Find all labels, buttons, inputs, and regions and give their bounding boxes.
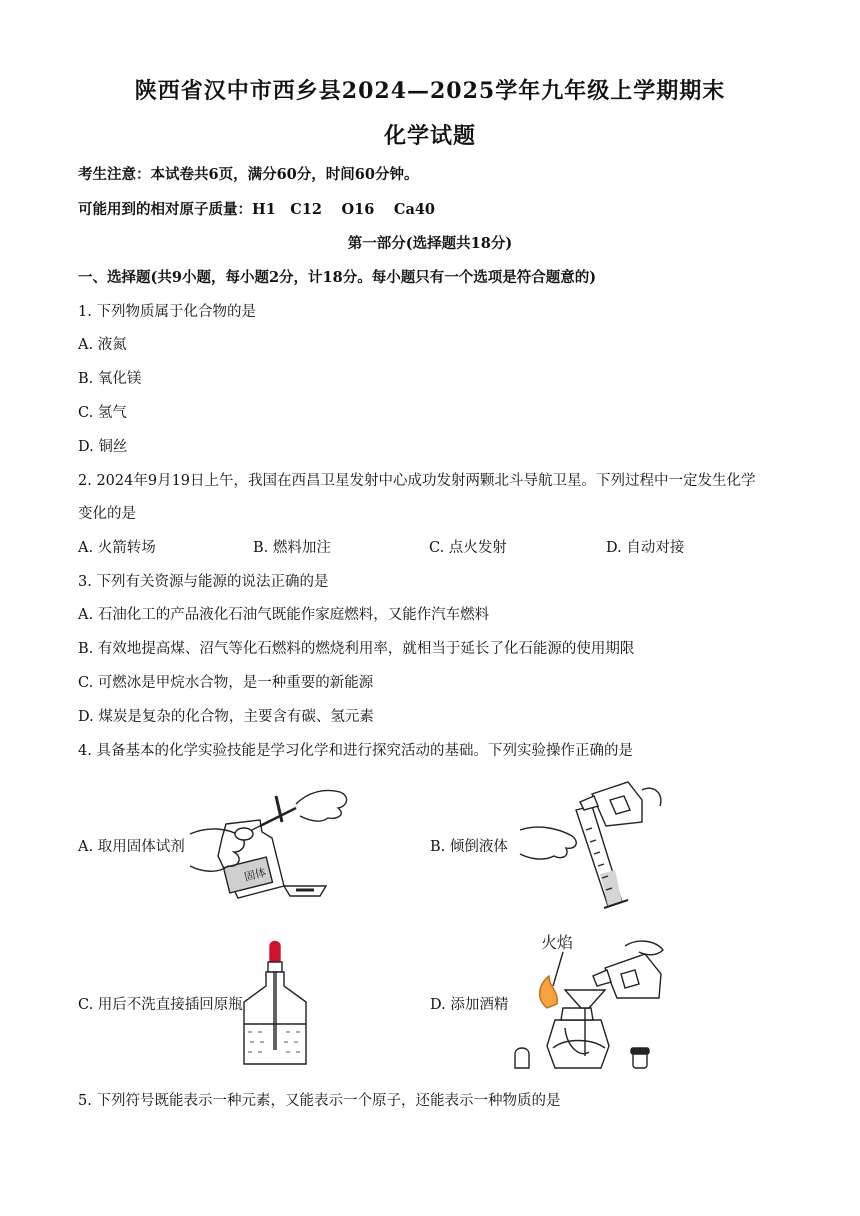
figure-d-adding-alcohol: [505, 928, 680, 1076]
exam-subtitle: 化学试题: [383, 123, 476, 149]
q1-option-c: C. 氢气: [78, 405, 127, 421]
q1-option-b: B. 氧化镁: [78, 371, 142, 387]
figure-a-bottle-label: 固体: [242, 865, 268, 884]
part-title: 第一部分(选择题共18分): [347, 235, 513, 252]
q2-option-d: D. 自动对接: [606, 540, 685, 556]
atomic-mass-text: 可能用到的相对原子质量：H1 C12 O16 Ca40: [78, 201, 436, 218]
q2-stem-line1: 2. 2024年9月19日上午，我国在西昌卫星发射中心成功发射两颗北斗导航卫星。下列过程中一定发生化学: [78, 473, 756, 489]
q2-option-b: B. 燃料加注: [253, 540, 331, 556]
notice-text: 考生注意：本试卷共6页，满分60分，时间60分钟。: [78, 166, 419, 183]
q4-stem: 4. 具备基本的化学实验技能是学习化学和进行探究活动的基础。下列实验操作正确的是: [78, 743, 633, 759]
q3-option-a: A. 石油化工的产品液化石油气既能作家庭燃料，又能作汽车燃料: [78, 607, 490, 623]
q2-option-c: C. 点火发射: [429, 540, 507, 556]
q1-stem: 1. 下列物质属于化合物的是: [78, 304, 256, 320]
q5-stem: 5. 下列符号既能表示一种元素，又能表示一个原子，还能表示一种物质的是: [78, 1093, 561, 1109]
figure-c-dropper-bottle: [236, 940, 316, 1070]
figure-d-flame-label: 火焰: [541, 933, 574, 952]
q4-option-a: A. 取用固体试剂: [78, 839, 185, 855]
q3-option-d: D. 煤炭是复杂的化合物，主要含有碳、氢元素: [78, 709, 374, 725]
q4-option-c: C. 用后不洗直接插回原瓶: [78, 997, 243, 1013]
q4-option-b: B. 倾倒液体: [430, 839, 508, 855]
q1-option-d: D. 铜丝: [78, 439, 128, 455]
q3-option-c: C. 可燃冰是甲烷水合物，是一种重要的新能源: [78, 675, 374, 691]
figure-a-solid-reagent: [188, 776, 368, 908]
q3-stem: 3. 下列有关资源与能源的说法正确的是: [78, 574, 329, 590]
q4-option-d: D. 添加酒精: [430, 997, 509, 1013]
q2-stem-line2: 变化的是: [78, 506, 136, 522]
section-heading: 一、选择题(共9小题，每小题2分，计18分。每小题只有一个选项是符合题意的): [78, 269, 597, 286]
q2-options: [78, 536, 778, 556]
figure-b-pouring-liquid: [510, 770, 670, 920]
q3-option-b: B. 有效地提高煤、沼气等化石燃料的燃烧利用率，就相当于延长了化石能源的使用期限: [78, 641, 635, 657]
exam-title: 陕西省汉中市西乡县2024—2025学年九年级上学期期末: [134, 78, 726, 104]
q1-option-a: A. 液氮: [78, 337, 127, 353]
q2-option-a: A. 火箭转场: [78, 540, 156, 556]
